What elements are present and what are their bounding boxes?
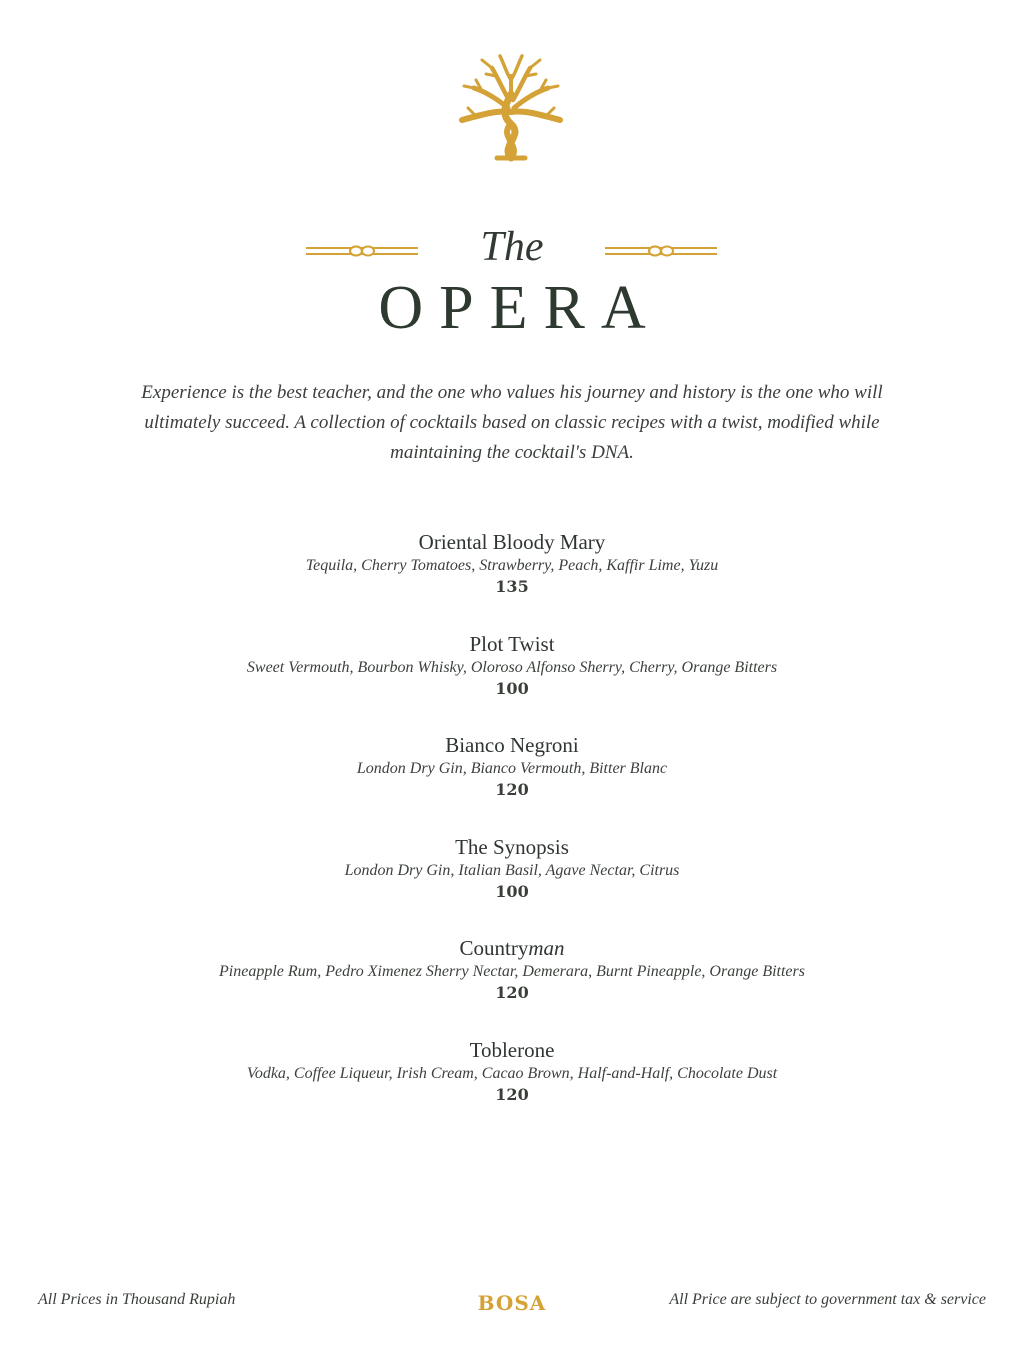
item-price: 120 (495, 780, 529, 799)
item-ingredients: Tequila, Cherry Tomatoes, Strawberry, Peach, Kaffir Lime, Yuzu (305, 557, 719, 574)
footer-price-note: All Prices in Thousand Rupiah (38, 1291, 236, 1308)
menu-item (0, 628, 1024, 730)
menu-item (0, 1034, 1024, 1136)
item-price: 100 (495, 678, 529, 698)
item-ingredients: Sweet Vermouth, Bourbon Whisky, Oloroso Alfonso Sherry, Cherry, Orange Bitters (246, 658, 778, 676)
menu-item (0, 831, 1024, 933)
item-ingredients: London Dry Gin, Italian Basil, Agave Nectar, Citrus (344, 861, 680, 879)
menu-item (0, 526, 1024, 628)
menu-item (0, 729, 1024, 831)
item-price: 120 (495, 983, 529, 1002)
item-name: Oriental Bloody Mary (418, 530, 606, 554)
item-name: The Synopsis (455, 834, 569, 859)
item-name-main: Country (459, 936, 529, 960)
item-ingredients: Pineapple Rum, Pedro Ximenez Sherry Nectar, Demerara, Burnt Pineapple, Orange Bitters (219, 963, 805, 980)
cocktail-list (0, 526, 1024, 1135)
item-name: Bianco Negroni (445, 733, 579, 757)
tree-icon (456, 50, 566, 162)
item-ingredients: Vodka, Coffee Liqueur, Irish Cream, Cacao Brown, Half-and-Half, Chocolate Dust (246, 1064, 778, 1082)
item-ingredients: London Dry Gin, Bianco Vermouth, Bitter Blanc (356, 760, 668, 777)
title-line-opera: OPERA (378, 274, 662, 342)
item-name: Plot Twist (469, 631, 555, 656)
menu-title (0, 222, 1024, 342)
item-name (0, 932, 1024, 964)
footer-tax-note: All Price are subject to government tax & service (669, 1291, 986, 1308)
item-name: Toblerone (469, 1037, 555, 1062)
item-name-emphasis: man (528, 936, 565, 960)
intro-paragraph: Experience is the best teacher, and the one who values his journey and history is the one who will ultimately succeed. A collection of cocktails based on classic recipes with a twist, modified while maintaining the cocktail's DNA. (141, 382, 883, 463)
menu-item (0, 932, 1024, 1034)
item-price: 135 (495, 577, 529, 596)
item-price: 100 (495, 881, 529, 901)
item-price: 120 (495, 1084, 529, 1104)
footer-brand-logo: BOSA (477, 1291, 547, 1315)
title-line-the: The (480, 224, 544, 270)
